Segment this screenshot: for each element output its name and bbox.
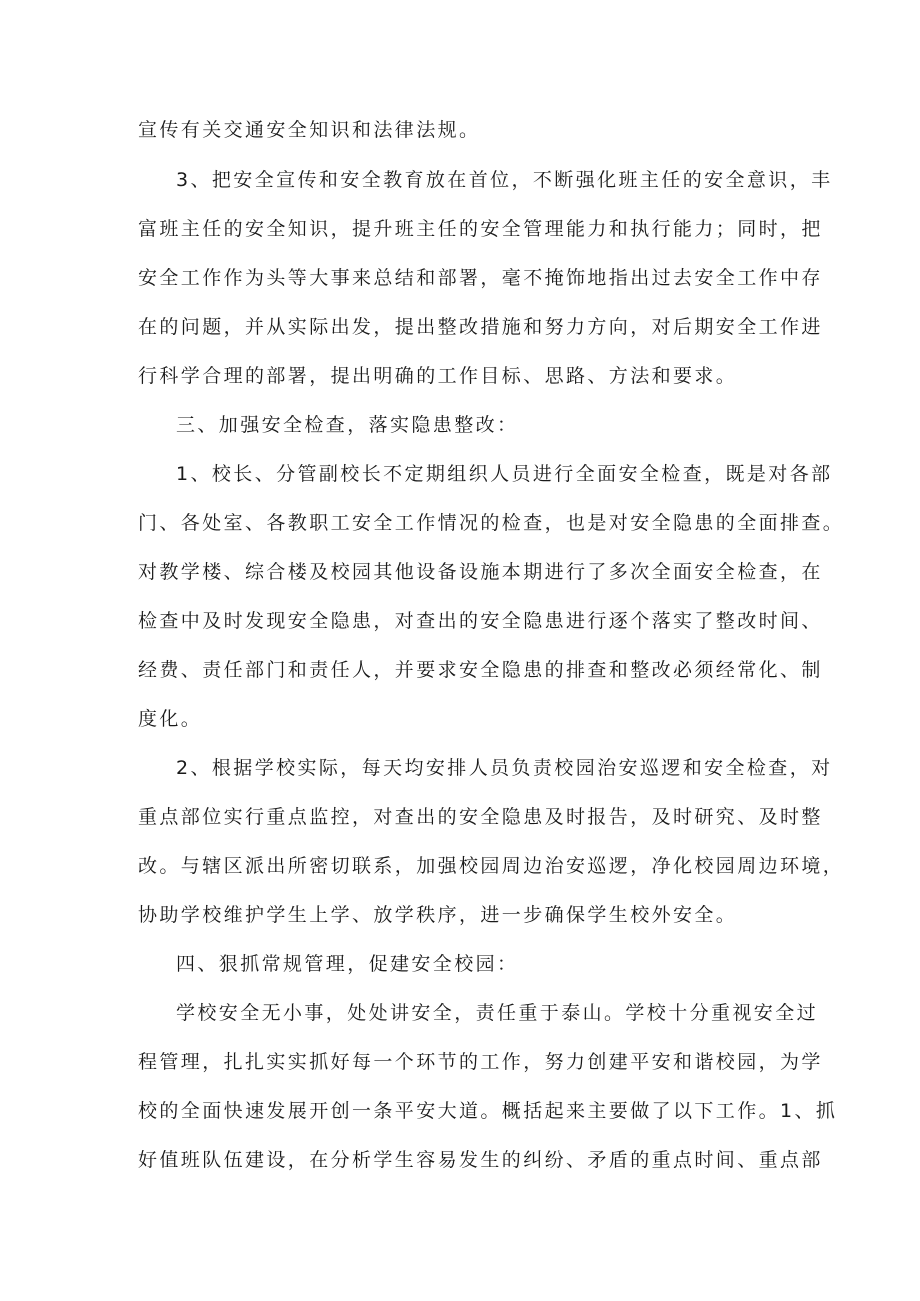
paragraph-line: 检查中及时发现安全隐患，对查出的安全隐患进行逐个落实了整改时间、 xyxy=(138,610,823,632)
section-heading: 三、加强安全检查，落实隐患整改： xyxy=(176,414,519,436)
paragraph-line: 改。与辖区派出所密切联系，加强校园周边治安巡逻，净化校园周边环境， xyxy=(138,855,845,877)
paragraph-line: 门、各处室、各教职工安全工作情况的检查，也是对安全隐患的全面排查。 xyxy=(138,512,845,534)
paragraph-line: 1、校长、分管副校长不定期组织人员进行全面安全检查，既是对各部 xyxy=(176,463,833,485)
paragraph-line: 行科学合理的部署，提出明确的工作目标、思路、方法和要求。 xyxy=(138,365,738,387)
paragraph-line: 校的全面快速发展开创一条平安大道。概括起来主要做了以下工作。1、抓 xyxy=(138,1100,838,1122)
paragraph-line: 好值班队伍建设，在分析学生容易发生的纠纷、矛盾的重点时间、重点部 xyxy=(138,1149,823,1171)
paragraph-line: 学校安全无小事，处处讲安全，责任重于泰山。学校十分重视安全过 xyxy=(176,1002,819,1024)
paragraph-line: 重点部位实行重点监控，对查出的安全隐患及时报告，及时研究、及时整 xyxy=(138,806,823,828)
paragraph-line: 在的问题，并从实际出发，提出整改措施和努力方向，对后期安全工作进 xyxy=(138,316,823,338)
paragraph-line: 宣传有关交通安全知识和法律法规。 xyxy=(138,119,481,141)
paragraph-line: 富班主任的安全知识，提升班主任的安全管理能力和执行能力；同时，把 xyxy=(138,218,823,240)
paragraph-line: 安全工作作为头等大事来总结和部署，毫不掩饰地指出过去安全工作中存 xyxy=(138,267,823,289)
paragraph-line: 程管理，扎扎实实抓好每一个环节的工作，努力创建平安和谐校园，为学 xyxy=(138,1051,823,1073)
paragraph-line: 3、把安全宣传和安全教育放在首位，不断强化班主任的安全意识，丰 xyxy=(176,169,833,191)
paragraph-line: 对教学楼、综合楼及校园其他设备设施本期进行了多次全面安全检查，在 xyxy=(138,561,823,583)
section-heading: 四、狠抓常规管理，促建安全校园： xyxy=(176,953,519,975)
paragraph-line: 2、根据学校实际，每天均安排人员负责校园治安巡逻和安全检查，对 xyxy=(176,757,833,779)
paragraph-line: 协助学校维护学生上学、放学秩序，进一步确保学生校外安全。 xyxy=(138,904,738,926)
paragraph-line: 经费、责任部门和责任人，并要求安全隐患的排查和整改必须经常化、制 xyxy=(138,659,823,681)
paragraph-line: 度化。 xyxy=(138,708,203,730)
